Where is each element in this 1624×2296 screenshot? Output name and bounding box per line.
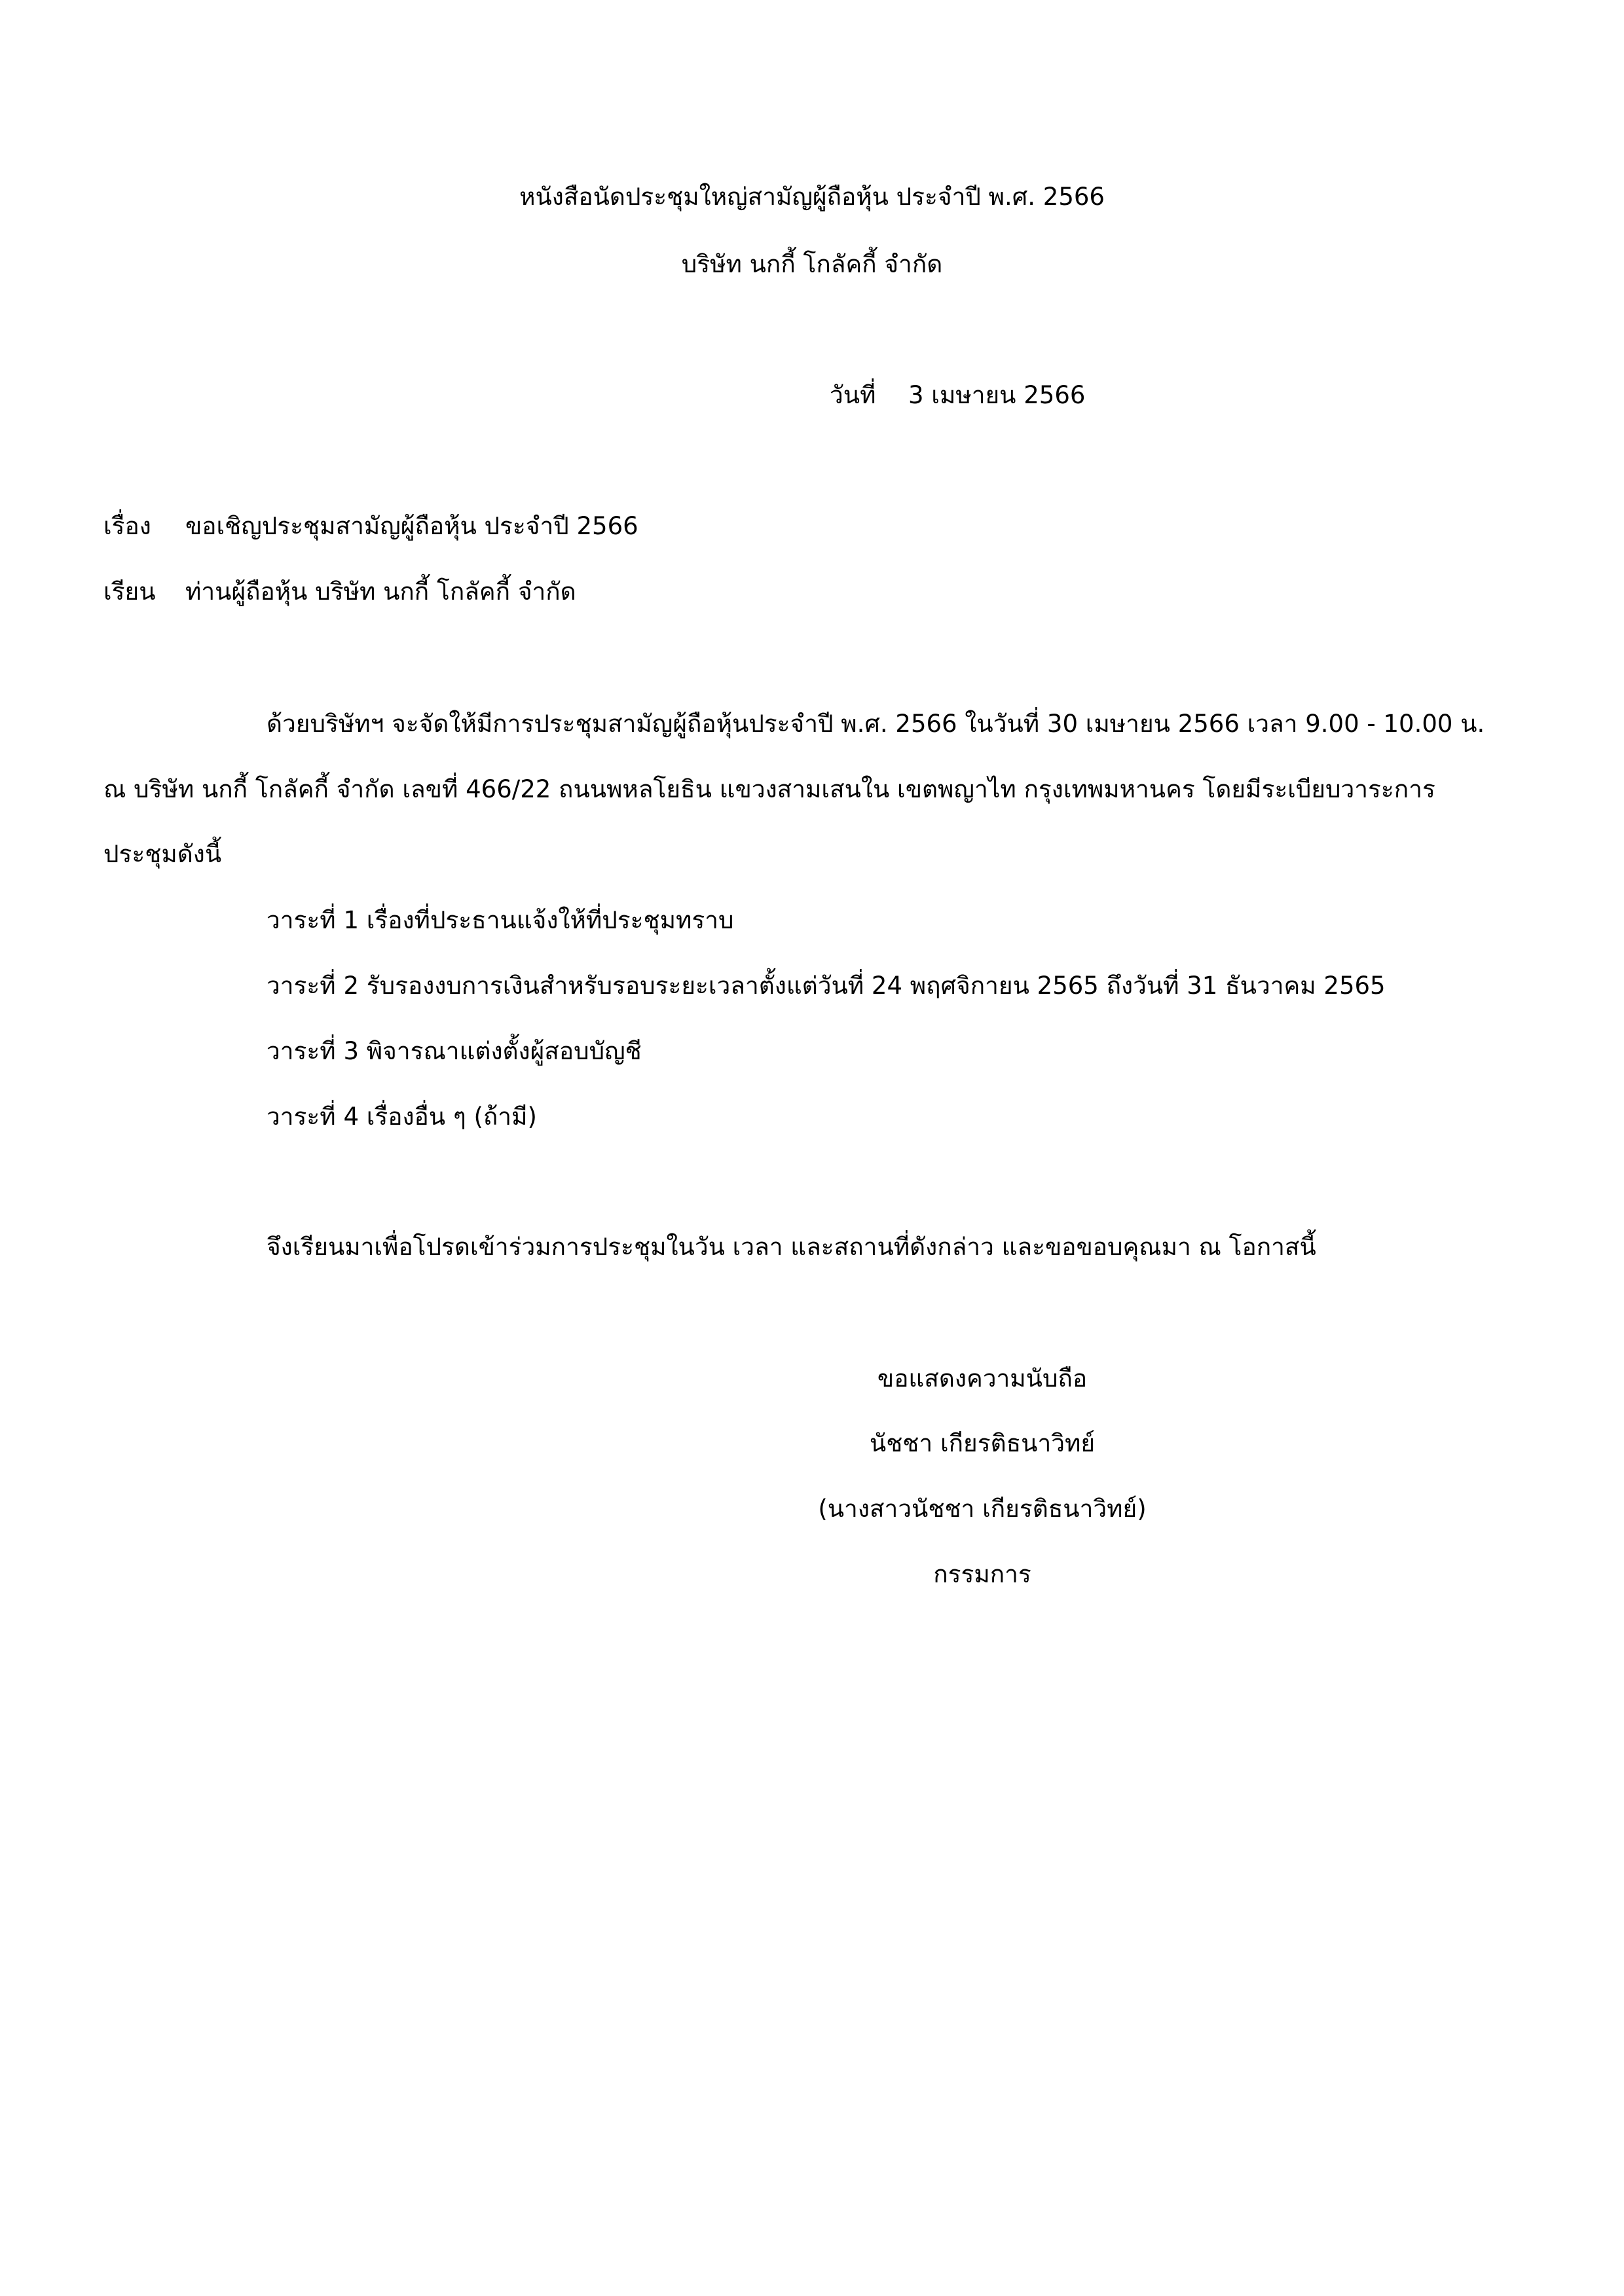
agenda-item: วาระที่ 1 เรื่องที่ประธานแจ้งให้ที่ประชุมทราบ [267, 906, 734, 934]
recipient-line [103, 579, 576, 604]
closing-paragraph: จึงเรียนมาเพื่อโปรดเข้าร่วมการประชุมในวัน เวลา และสถานที่ดังกล่าว และขอขอบคุณมา ณ โอกาสนี้ [267, 1233, 1316, 1261]
company-name: บริษัท นกกี้ โกลัคกี้ จำกัด [681, 250, 943, 278]
signature-position: กรรมการ [933, 1560, 1031, 1588]
body-paragraph-line-1: ด้วยบริษัทฯ จะจัดให้มีการประชุมสามัญผู้ถือหุ้นประจำปี พ.ศ. 2566 ในวันที่ 30 เมษายน 2566 เวลา 9.00 - 10.00 น. [267, 710, 1485, 738]
body-paragraph-line-2: ณ บริษัท นกกี้ โกลัคกี้ จำกัด เลขที่ 466/22 ถนนพหลโยธิน แขวงสามเสนใน เขตพญาไท กรุงเทพมหานคร โดยมีระเบียบวาระการ [103, 775, 1435, 803]
subject-label: เรื่อง [103, 512, 151, 540]
recipient-label: เรียน [103, 577, 156, 606]
agenda-item: วาระที่ 4 เรื่องอื่น ๆ (ถ้ามี) [267, 1102, 537, 1131]
date-label: วันที่ [830, 381, 876, 409]
subject-value: ขอเชิญประชุมสามัญผู้ถือหุ้น ประจำปี 2566 [185, 512, 638, 540]
signature-regards: ขอแสดงความนับถือ [877, 1364, 1088, 1393]
agenda-item: วาระที่ 2 รับรองงบการเงินสำหรับรอบระยะเวลาตั้งแต่วันที่ 24 พฤศจิกายน 2565 ถึงวันที่ 31 ธันวาคม 2565 [267, 972, 1386, 1000]
date-value: 3 เมษายน 2566 [908, 381, 1086, 409]
subject-line [103, 514, 638, 538]
recipient-value: ท่านผู้ถือหุ้น บริษัท นกกี้ โกลัคกี้ จำกัด [185, 577, 576, 606]
date-line [830, 383, 1085, 407]
agenda-item: วาระที่ 3 พิจารณาแต่งตั้งผู้สอบบัญชี [267, 1037, 642, 1065]
document-title: หนังสือนัดประชุมใหญ่สามัญผู้ถือหุ้น ประจำปี พ.ศ. 2566 [519, 183, 1105, 211]
signature-full-name: (นางสาวนัชชา เกียรติธนาวิทย์) [818, 1495, 1147, 1523]
signature-signed-name: นัชชา เกียรติธนาวิทย์ [869, 1429, 1096, 1457]
body-paragraph-line-3: ประชุมดังนี้ [103, 840, 222, 868]
